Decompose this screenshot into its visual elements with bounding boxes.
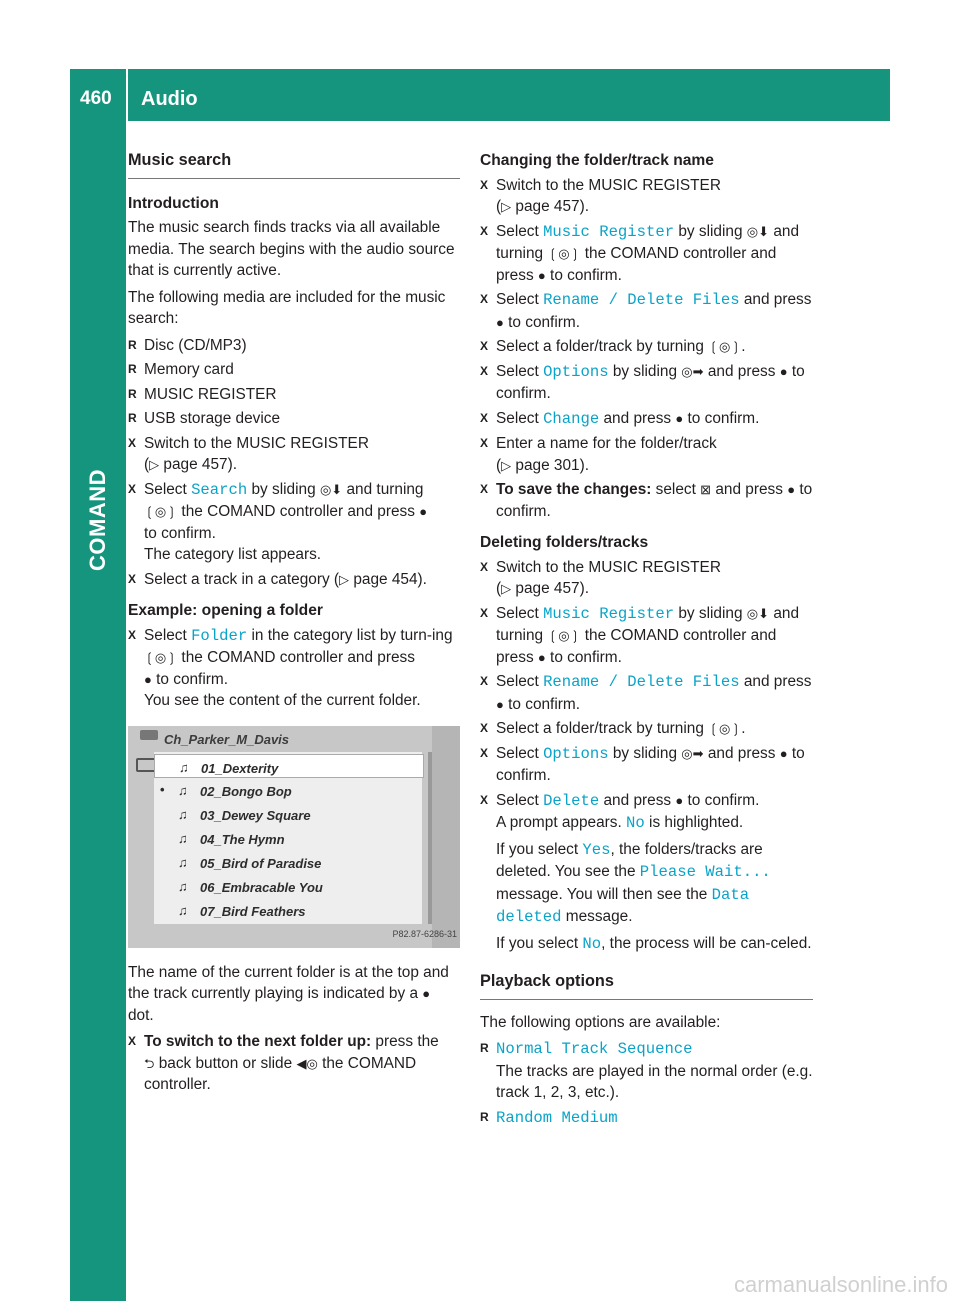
track-row: ♫ 07_Bird Feathers: [178, 902, 306, 919]
option-item: R Normal Track Sequence The tracks are played in the normal order (e.g. track 1, 2, 3, etc.).: [480, 1040, 813, 1101]
track-row: ♫ 03_Dewey Square: [178, 806, 311, 823]
folder-icon: [140, 730, 158, 740]
step-item: X Select Options by sliding ◎➡ and press ● to confirm.: [480, 362, 805, 402]
left-column: [128, 150, 460, 1099]
step-item: X Select Change and press ● to confirm.: [480, 409, 760, 428]
change-heading: Changing the folder/track name: [480, 152, 714, 169]
media-item: R MUSIC REGISTER: [128, 385, 277, 403]
step-item: X Select a track in a category (▷ page 454).: [128, 570, 427, 588]
playback-intro: The following options are available:: [480, 1013, 721, 1031]
step-item: X To save the changes: select ⊠ and press ● to confirm.: [480, 481, 813, 520]
step-item: X Select Search by sliding ◎⬇ and turning ❲◎❳ the COMAND controller and press ● to confirm. The category list appears.: [128, 480, 428, 563]
playback-heading: Playback options: [480, 971, 813, 1000]
step-item: X Select Rename / Delete Files and press ● to confirm.: [480, 291, 812, 331]
step-item: X Select Music Register by sliding ◎⬇ and turning ❲◎❳ the COMAND controller and press ● to confirm.: [480, 222, 800, 284]
example-heading: Example: opening a folder: [128, 602, 323, 619]
step-item: X Select Options by sliding ◎➡ and press ● to confirm.: [480, 744, 805, 784]
introduction-heading: Introduction: [128, 194, 219, 212]
step-item: X Enter a name for the folder/track (▷ page 301).: [480, 435, 717, 474]
step-item: X Select Rename / Delete Files and press ● to confirm.: [480, 673, 812, 713]
header-divider: [126, 69, 128, 121]
step-item: X Select Delete and press ● to confirm. A prompt appears. No is highlighted. If you select Yes, the folders/tracks are deleted. You see the Please Wait... message. You will then see the Data deleted message. If you select No, the process will be can-celed.: [480, 791, 812, 953]
screenshot-folder-name: Ch_Parker_M_Davis: [164, 731, 290, 747]
track-list: [154, 752, 422, 924]
media-item: R USB storage device: [128, 410, 281, 427]
track-row: ♫ 01_Dexterity: [154, 754, 424, 778]
step-item: X Select a folder/track by turning ❲◎❳.: [480, 338, 746, 355]
media-intro-paragraph: The following media are included for the music search:: [128, 288, 446, 327]
watermark: carmanualsonline.info: [733, 1272, 948, 1297]
folder-explanation: The name of the current folder is at the top and the track currently playing is indicated by a ● dot.: [128, 963, 449, 1024]
track-row: • ♫ 02_Bongo Bop: [160, 781, 292, 799]
step-item: X Select Music Register by sliding ◎⬇ and turning ❲◎❳ the COMAND controller and press ● to confirm.: [480, 604, 800, 666]
step-item: X Select a folder/track by turning ❲◎❳.: [480, 720, 746, 737]
delete-heading: Deleting folders/tracks: [480, 534, 649, 551]
figure-reference: P82.87-6286-31: [392, 929, 457, 939]
media-item: R Disc (CD/MP3): [128, 336, 247, 354]
step-item: X To switch to the next folder up: press the ⮌ back button or slide ◀◎ the COMAND controller.: [128, 1033, 439, 1093]
intro-paragraph: The music search finds tracks via all available media. The search begins with the audio source that is currently active.: [128, 219, 455, 279]
section-title: Audio: [141, 88, 198, 110]
track-row: ♫ 04_The Hymn: [178, 830, 285, 847]
step-item: X Switch to the MUSIC REGISTER (▷ page 457).: [480, 176, 721, 215]
right-column: [480, 150, 813, 1132]
page-number: 460: [80, 88, 112, 109]
side-tab: [70, 121, 126, 1301]
music-search-heading: Music search: [128, 150, 460, 179]
track-row: ♫ 06_Embracable You: [178, 878, 323, 895]
track-row: ♫ 05_Bird of Paradise: [178, 854, 322, 871]
media-item: R Memory card: [128, 361, 234, 378]
step-item: X Switch to the MUSIC REGISTER (▷ page 457).: [480, 558, 721, 597]
example-step: X Select Folder in the category list by turn-ing ❲◎❳ the COMAND controller and press ● to confirm. You see the content of the current folder.: [128, 626, 453, 709]
step-item: X Switch to the MUSIC REGISTER (▷ page 457).: [128, 434, 369, 473]
side-tab-label: COMAND: [85, 469, 110, 571]
comand-screenshot: [128, 726, 460, 948]
screenshot-side-panel: [432, 726, 460, 948]
option-item: R Random Medium: [480, 1108, 618, 1127]
